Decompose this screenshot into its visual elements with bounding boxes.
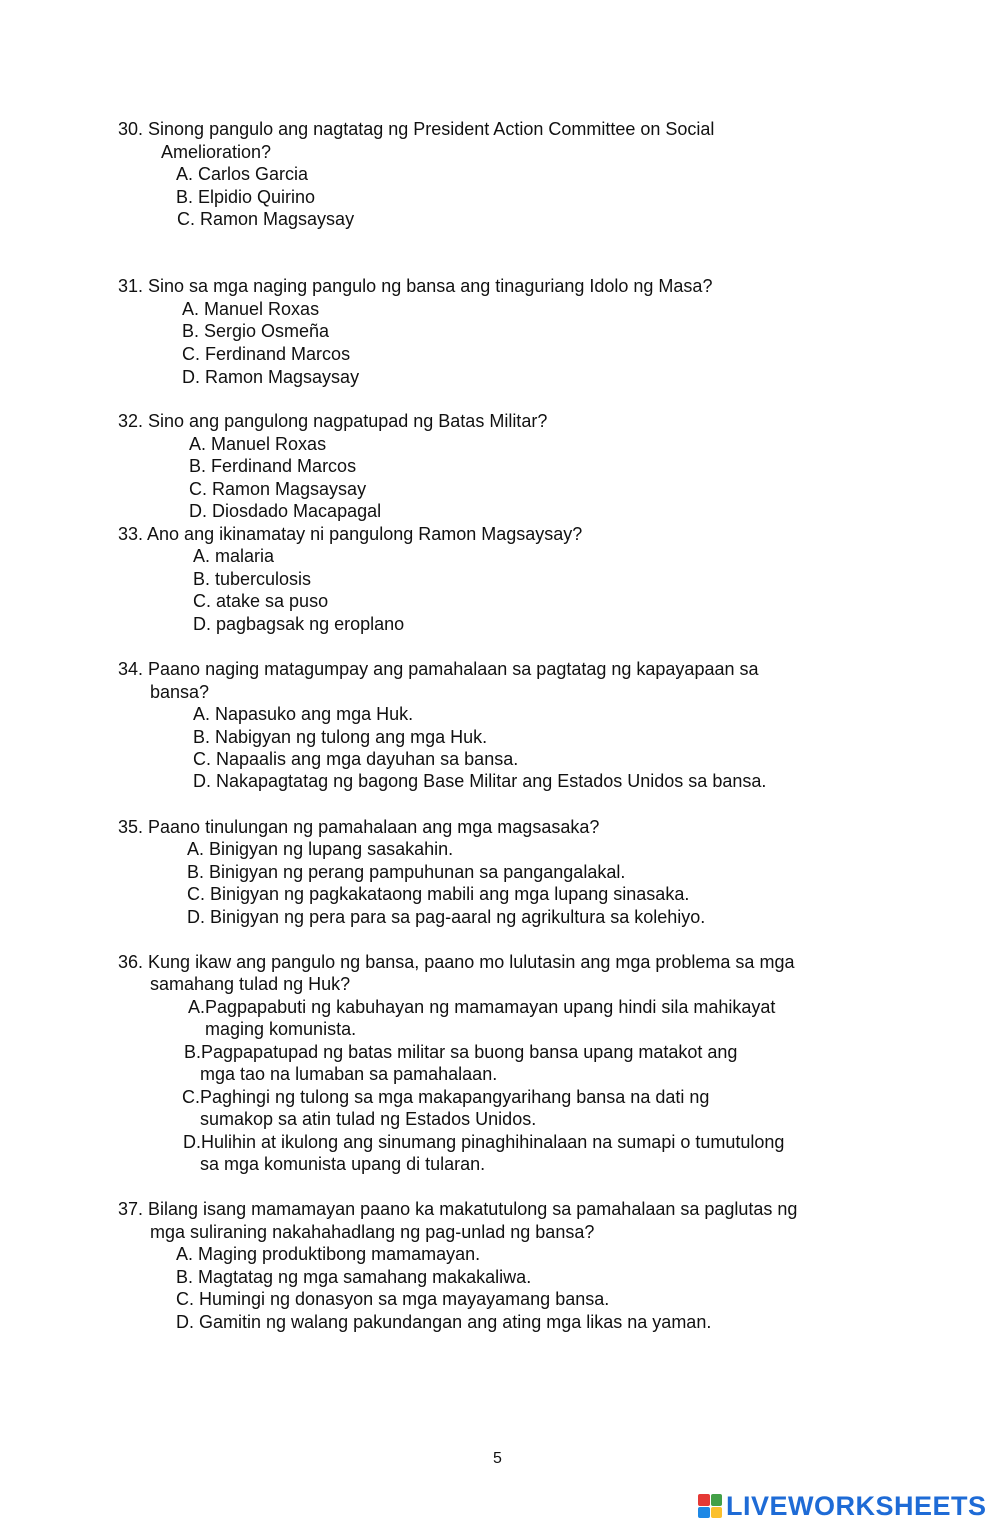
question-30-line-1: 30. Sinong pangulo ang nagtatag ng President Action Committee on Social xyxy=(118,119,715,139)
question-31-line-1: 31. Sino sa mga naging pangulo ng bansa ang tinaguriang Idolo ng Masa? xyxy=(118,276,713,296)
question-37-option-a: A. Maging produktibong mamamayan. xyxy=(176,1244,481,1264)
question-30-option-a: A. Carlos Garcia xyxy=(176,164,309,184)
question-32-option-b: B. Ferdinand Marcos xyxy=(189,456,357,476)
question-34-option-b: B. Nabigyan ng tulong ang mga Huk. xyxy=(193,727,488,747)
question-36-option-b-line-2: mga tao na lumaban sa pamahalaan. xyxy=(200,1064,498,1084)
question-31-option-c: C. Ferdinand Marcos xyxy=(182,344,351,364)
question-36-option-d-line-1: D.Hulihin at ikulong ang sinumang pinaghihinalaan na sumapi o tumutulong xyxy=(183,1132,785,1152)
question-35-line-1: 35. Paano tinulungan ng pamahalaan ang mga magsasaka? xyxy=(118,817,600,837)
question-36-option-b-line-1: B.Pagpapatupad ng batas militar sa buong bansa upang matakot ang xyxy=(184,1042,738,1062)
question-35-option-a: A. Binigyan ng lupang sasakahin. xyxy=(187,839,454,859)
question-36-option-c-line-2: sumakop sa atin tulad ng Estados Unidos. xyxy=(200,1109,537,1129)
page-number: 5 xyxy=(493,1450,502,1467)
question-32-option-d: D. Diosdado Macapagal xyxy=(189,501,382,521)
question-31-option-d: D. Ramon Magsaysay xyxy=(182,367,360,387)
question-32-option-a: A. Manuel Roxas xyxy=(189,434,327,454)
question-33-option-b: B. tuberculosis xyxy=(193,569,312,589)
question-34-option-a: A. Napasuko ang mga Huk. xyxy=(193,704,414,724)
question-36-option-a-line-2: maging komunista. xyxy=(205,1019,357,1039)
question-33-line-1: 33. Ano ang ikinamatay ni pangulong Ramon Magsaysay? xyxy=(118,524,583,544)
logo-cell xyxy=(698,1507,710,1519)
question-36-option-a-line-1: A.Pagpapabuti ng kabuhayan ng mamamayan upang hindi sila mahikayat xyxy=(188,997,776,1017)
question-35-option-c: C. Binigyan ng pagkakataong mabili ang mga lupang sinasaka. xyxy=(187,884,690,904)
question-33-option-d: D. pagbagsak ng eroplano xyxy=(193,614,405,634)
question-36-option-c-line-1: C.Paghingi ng tulong sa mga makapangyarihang bansa na dati ng xyxy=(182,1087,710,1107)
question-34-option-c: C. Napaalis ang mga dayuhan sa bansa. xyxy=(193,749,519,769)
question-30-line-2: Amelioration? xyxy=(161,142,272,162)
question-30-option-b: B. Elpidio Quirino xyxy=(176,187,316,207)
question-31-option-a: A. Manuel Roxas xyxy=(182,299,320,319)
question-30-option-c: C. Ramon Magsaysay xyxy=(177,209,355,229)
question-33-option-c: C. atake sa puso xyxy=(193,591,329,611)
logo-cell xyxy=(711,1507,723,1519)
question-32-line-1: 32. Sino ang pangulong nagpatupad ng Batas Militar? xyxy=(118,411,548,431)
question-37-line-2: mga suliraning nakahahadlang ng pag-unlad ng bansa? xyxy=(150,1222,595,1242)
liveworksheets-wordmark: LIVEWORKSHEETS xyxy=(726,1491,987,1521)
question-36-option-d-line-2: sa mga komunista upang di tularan. xyxy=(200,1154,486,1174)
question-33-option-a: A. malaria xyxy=(193,546,275,566)
question-36-line-1: 36. Kung ikaw ang pangulo ng bansa, paano mo lulutasin ang mga problema sa mga xyxy=(118,952,795,972)
question-37-option-c: C. Humingi ng donasyon sa mga mayayamang bansa. xyxy=(176,1289,610,1309)
question-34-option-d: D. Nakapagtatag ng bagong Base Militar ang Estados Unidos sa bansa. xyxy=(193,771,767,791)
question-35-option-d: D. Binigyan ng pera para sa pag-aaral ng agrikultura sa kolehiyo. xyxy=(187,907,706,927)
question-34-line-2: bansa? xyxy=(150,682,210,702)
logo-cell xyxy=(711,1494,723,1506)
liveworksheets-brand[interactable] xyxy=(698,1491,987,1521)
question-35-option-b: B. Binigyan ng perang pampuhunan sa pangangalakal. xyxy=(187,862,626,882)
question-32-option-c: C. Ramon Magsaysay xyxy=(189,479,367,499)
question-37-option-b: B. Magtatag ng mga samahang makakaliwa. xyxy=(176,1267,532,1287)
question-36-line-2: samahang tulad ng Huk? xyxy=(150,974,351,994)
liveworksheets-logo-icon xyxy=(698,1494,722,1518)
question-34-line-1: 34. Paano naging matagumpay ang pamahalaan sa pagtatag ng kapayapaan sa xyxy=(118,659,759,679)
logo-cell xyxy=(698,1494,710,1506)
question-31-option-b: B. Sergio Osmeña xyxy=(182,321,330,341)
question-37-line-1: 37. Bilang isang mamamayan paano ka makatutulong sa pamahalaan sa paglutas ng xyxy=(118,1199,798,1219)
question-37-option-d: D. Gamitin ng walang pakundangan ang ating mga likas na yaman. xyxy=(176,1312,712,1332)
